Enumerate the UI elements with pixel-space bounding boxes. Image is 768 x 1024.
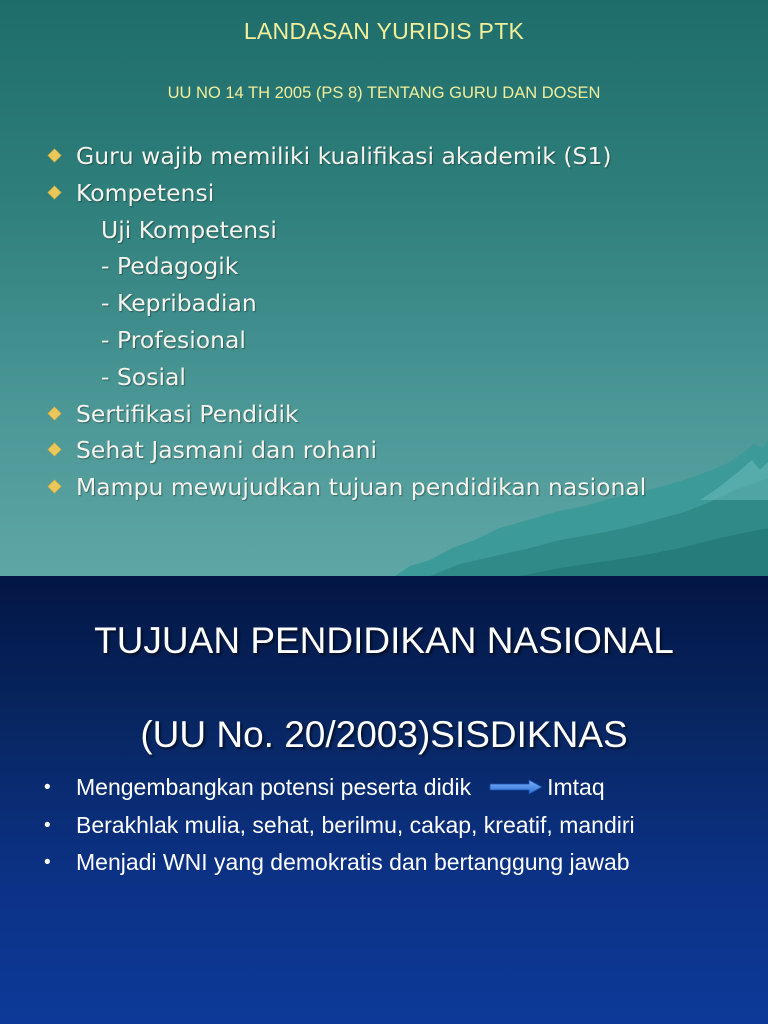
right-arrow-icon bbox=[489, 779, 543, 795]
sub-list-item bbox=[0, 248, 768, 285]
list-item bbox=[0, 396, 768, 433]
list-item bbox=[0, 469, 768, 506]
diamond-bullet-icon bbox=[48, 407, 61, 420]
diamond-bullet-icon bbox=[48, 186, 61, 199]
list-item-text: Mengembangkan potensi peserta didik bbox=[76, 774, 472, 800]
list-item-text: - Profesional bbox=[101, 325, 246, 354]
slide-tujuan-pendidikan bbox=[0, 576, 768, 1024]
sub-list-item bbox=[0, 285, 768, 322]
list-item-text: Menjadi WNI yang demokratis dan bertanggung jawab bbox=[76, 849, 630, 875]
list-item-text: Mampu mewujudkan tujuan pendidikan nasional bbox=[76, 473, 647, 502]
slide2-subtitle: (UU No. 20/2003)SISDIKNAS bbox=[140, 714, 628, 755]
bullet-dot-icon: • bbox=[44, 777, 51, 798]
list-item bbox=[0, 807, 768, 845]
list-item-text: Sertifikasi Pendidik bbox=[76, 399, 299, 428]
list-item-text: Sehat Jasmani dan rohani bbox=[76, 436, 378, 465]
bullet-dot-icon: • bbox=[44, 814, 51, 836]
list-item-text: Berakhlak mulia, sehat, berilmu, cakap, kreatif, mandiri bbox=[76, 811, 635, 838]
slide1-subtitle: UU NO 14 TH 2005 (PS 8) TENTANG GURU DAN DOSEN bbox=[167, 84, 601, 102]
list-item-text: - Sosial bbox=[101, 362, 186, 391]
list-item bbox=[0, 138, 768, 175]
slide1-bullet-list bbox=[0, 138, 768, 506]
sub-list-item bbox=[0, 212, 768, 249]
list-item-text: Guru wajib memiliki kualifikasi akademik (S1) bbox=[76, 142, 612, 170]
list-item-text: - Pedagogik bbox=[101, 252, 239, 281]
list-item-text: Kompetensi bbox=[76, 178, 215, 207]
list-item bbox=[0, 769, 768, 807]
diamond-bullet-icon bbox=[48, 444, 61, 457]
diamond-bullet-icon bbox=[48, 480, 61, 493]
list-item bbox=[0, 175, 768, 212]
list-item-text: Uji Kompetensi bbox=[101, 215, 277, 244]
slide1-title: LANDASAN YURIDIS PTK bbox=[243, 18, 525, 44]
diamond-bullet-icon bbox=[48, 149, 61, 162]
list-item-text: - Kepribadian bbox=[101, 289, 257, 318]
bullet-dot-icon: • bbox=[44, 852, 51, 873]
list-item bbox=[0, 432, 768, 469]
slide2-bullet-list bbox=[0, 769, 768, 882]
slide2-title: TUJUAN PENDIDIKAN NASIONAL bbox=[94, 620, 674, 661]
list-item bbox=[0, 844, 768, 882]
arrow-target-text: Imtaq bbox=[547, 774, 605, 800]
sub-list-item bbox=[0, 359, 768, 396]
sub-list-item bbox=[0, 322, 768, 359]
